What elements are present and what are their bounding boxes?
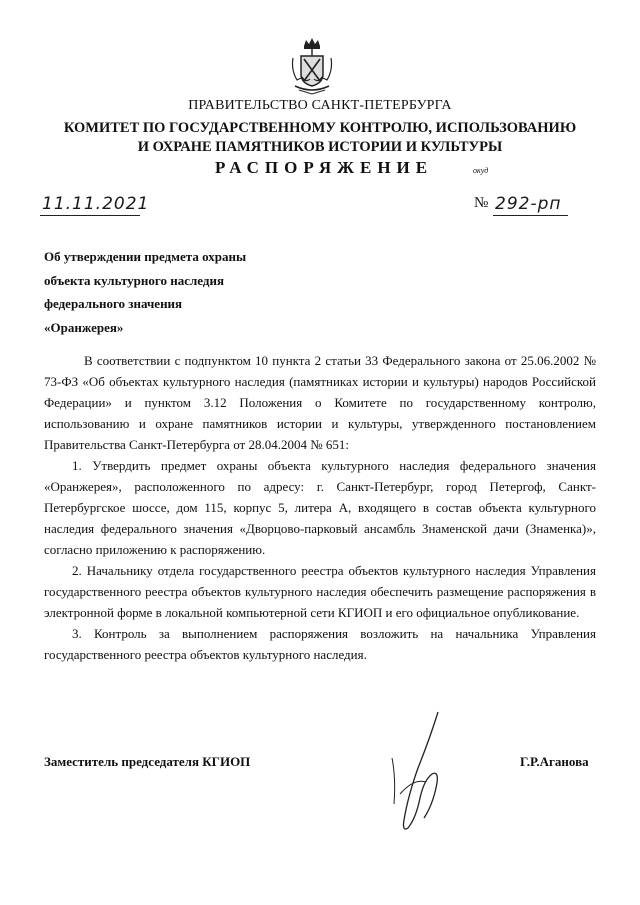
- committee-name: [0, 119, 640, 157]
- subject-line-1: Об утверждении предмета охраны: [44, 249, 247, 264]
- document-body: [44, 350, 596, 665]
- preamble-paragraph: В соответствии с подпунктом 10 пункта 2 статьи 33 Федерального закона от 25.06.2002 № 73-ФЗ «Об объектах культурного наследия (памятниках истории и культуры) народов Российской Федерации» и пунктом 3.12 Положения о Комитете по государственному контролю, использованию и охране памятников истории и культуры, утвержденного постановлением Правительства Санкт-Петербурга от 28.04.2004 № 651:: [44, 353, 596, 452]
- signatory-name: Г.Р.Аганова: [520, 754, 589, 769]
- signatory-title: Заместитель председателя КГИОП: [44, 754, 251, 769]
- subject-line-4: «Оранжерея»: [44, 319, 124, 335]
- number-sign: №: [474, 195, 489, 211]
- subject-line-3: федерального значения: [44, 296, 183, 311]
- committee-name-line-2: И ОХРАНЕ ПАМЯТНИКОВ ИСТОРИИ И КУЛЬТУРЫ: [137, 139, 503, 155]
- document-subject: [44, 245, 246, 339]
- subject-line-2: объекта культурного наследия: [44, 272, 224, 288]
- handwritten-signature: [380, 708, 460, 840]
- government-name: ПРАВИТЕЛЬСТВО САНКТ-ПЕТЕРБУРГА: [188, 98, 452, 113]
- committee-name-line-1: КОМИТЕТ ПО ГОСУДАРСТВЕННОМУ КОНТРОЛЮ, ИСПОЛЬЗОВАНИЮ: [63, 120, 577, 136]
- document-number-field: [493, 193, 568, 216]
- order-item-3: 3. Контроль за выполнением распоряжения возложить на начальника Управления государственного реестра объектов культурного наследия.: [44, 626, 596, 662]
- document-type-title: РАСПОРЯЖЕНИЕ: [215, 158, 434, 177]
- document-number: 292-рп: [495, 194, 562, 214]
- document-date: 11.11.2021: [42, 194, 150, 214]
- coat-of-arms-icon: [287, 36, 337, 96]
- document-date-field: [40, 193, 150, 216]
- order-item-1: 1. Утвердить предмет охраны объекта культурного наследия федерального значения «Оранжерея», расположенного по адресу: г. Санкт-Петербург, город Петергоф, Санкт-Петербургское шоссе, дом 115, корпус 5, литера А, входящего в состав объекта культурного наследия федерального значения «Дворцово-парковый ансамбль Знаменской дачи (Знаменка)», согласно приложению к распоряжению.: [44, 458, 596, 557]
- okud-label: окуд: [473, 166, 489, 175]
- order-item-2: 2. Начальнику отдела государственного реестра объектов культурного наследия Управления государственного реестра объектов культурного наследия обеспечить размещение распоряжения в электронной форме в локальной компьютерной сети КГИОП и его официальное опубликование.: [44, 563, 596, 620]
